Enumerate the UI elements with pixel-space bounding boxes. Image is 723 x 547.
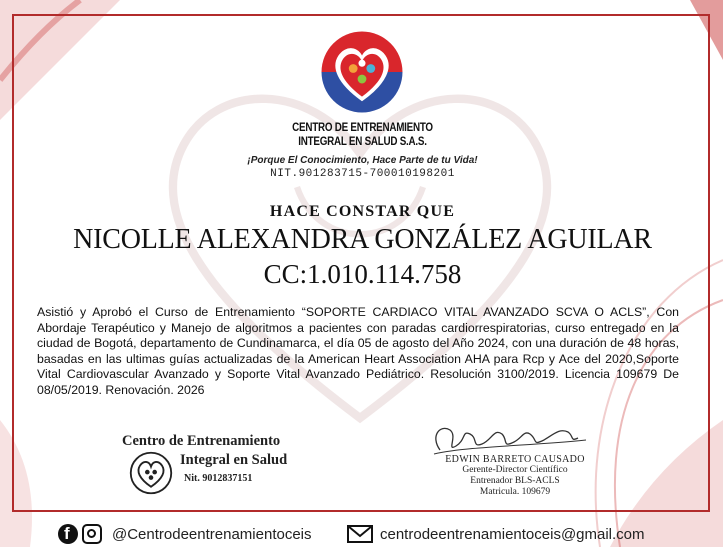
certificate-body: Asistió y Aprobó el Curso de Entrenamiento “SOPORTE CARDIACO VITAL AVANZADO SCVA O ACLS”, Con Abordaje Terapéutico y Manejo de algoritmos a pacientes con paradas cardiorrespiratorias, curso entregado en la ciudad de Bogotá, departamento de Cundinamarca, el día 05 de agosto del Año 2024, con una duración de 48 horas, basadas en las ultimas guías actualizadas de la American Heart Association AHA para Rcp y Ace del 2020,Soporte Vital Cardiovascular Avanzado y Soporte Vital Avanzado Pediátrico. Resolución 3100/2019. Licencia 109679 De 08/05/2019. Renovación. 2026 (37, 305, 679, 397)
organization-name (262, 120, 463, 148)
signatory-title: Gerente-Director Científico (462, 465, 568, 475)
seal-heart-icon (128, 450, 174, 496)
seal-nit: Nit. 9012837151 (184, 473, 253, 484)
footer (0, 518, 723, 547)
social-handle[interactable]: @Centrodeentrenamientoceis (112, 526, 312, 543)
social-icons (58, 524, 102, 544)
mail-icon[interactable] (347, 525, 373, 543)
organization-name-line1: CENTRO DE ENTRENAMIENTO (292, 120, 433, 134)
organization-nit: NIT.901283715-700010198201 (270, 168, 455, 180)
contact-email[interactable]: centrodeentrenamientoceis@gmail.com (380, 526, 645, 543)
signatory-block (420, 454, 610, 498)
instagram-icon[interactable] (82, 524, 102, 544)
organization-name-line2: INTEGRAL EN SALUD S.A.S. (298, 134, 427, 148)
seal-line1: Centro de Entrenamiento (122, 433, 281, 449)
signatory-role: Entrenador BLS-ACLS (470, 476, 560, 486)
recipient-id: CC:1.010.114.758 (263, 259, 462, 289)
signatory-name: EDWIN BARRETO CAUSADO (445, 454, 585, 465)
signatory-registration: Matricula. 109679 (479, 487, 551, 497)
organization-logo (318, 28, 406, 116)
facebook-icon[interactable]: f (58, 524, 78, 544)
organization-slogan: ¡Porque El Conocimiento, Hace Parte de tu Vida! (247, 155, 478, 166)
recipient-name: NICOLLE ALEXANDRA GONZÁLEZ AGUILAR (73, 224, 652, 255)
seal-line2: Integral en Salud (180, 452, 288, 468)
certificate-heading: HACE CONSTAR QUE (269, 203, 456, 220)
